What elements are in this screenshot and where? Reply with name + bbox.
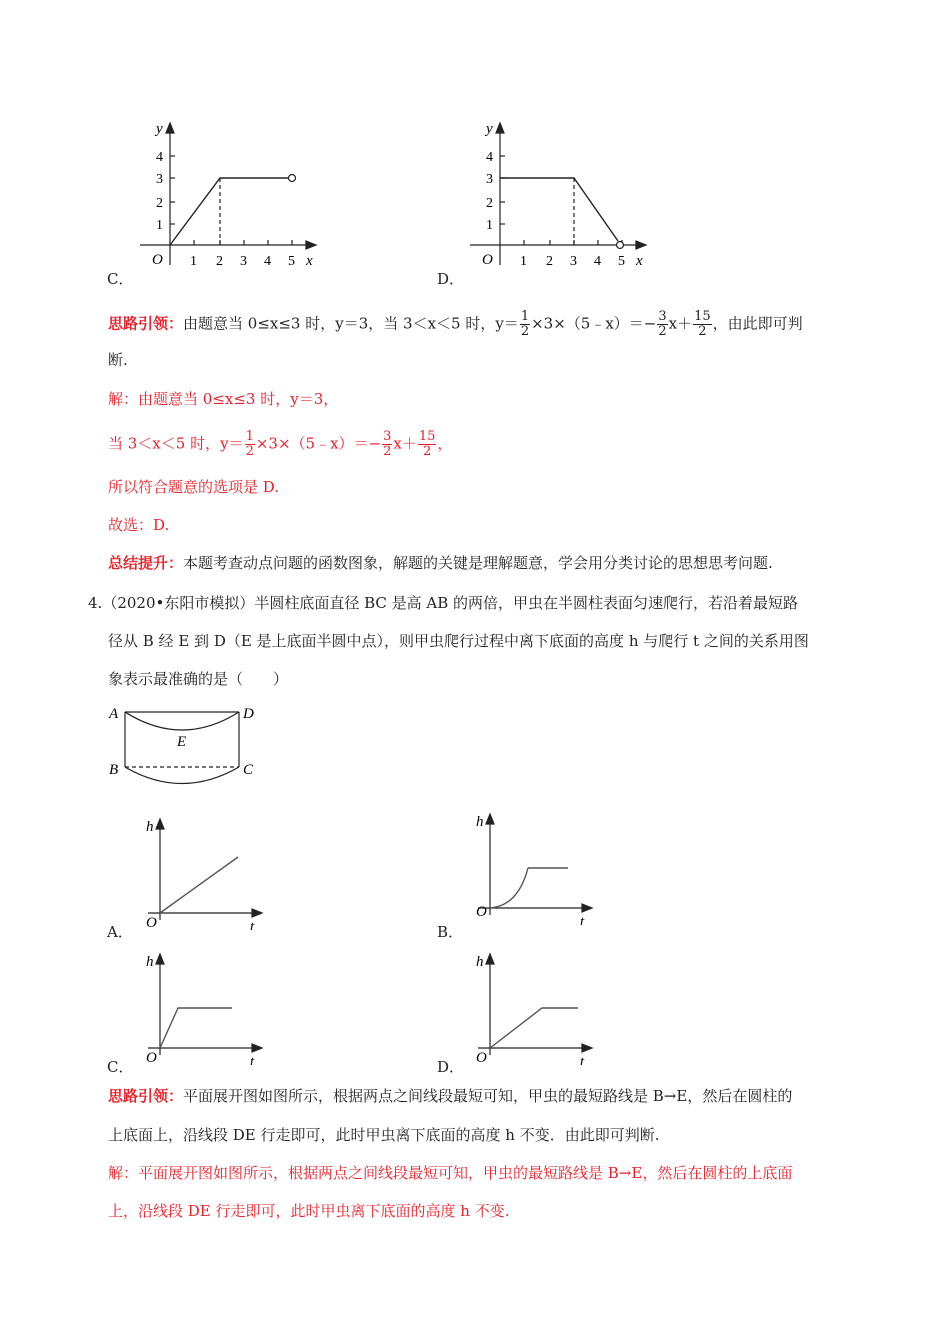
- fraction-half: $\frac{1}{2}$: [520, 309, 530, 339]
- summary-label: 总结提升：: [108, 554, 184, 572]
- cyl-label-d: D: [243, 706, 254, 722]
- q4-line1: [88, 592, 798, 614]
- q3-hint-line1: [108, 310, 803, 339]
- graph-c-ytick: 4: [156, 150, 163, 165]
- hint-label: 思路引领：: [108, 1087, 184, 1105]
- graph-d-xtick: 1: [520, 254, 527, 269]
- option-c-label: C．: [107, 270, 134, 288]
- q4-option-d-label: D．: [437, 1058, 465, 1076]
- origin-label: O: [476, 1050, 487, 1065]
- q4-line3: 象表示最准确的是（ ）: [108, 670, 289, 688]
- graph-q4-option-c: [140, 950, 270, 1065]
- fraction-fifteen-half: $\frac{15}{2}$: [694, 309, 711, 339]
- graph-q4-option-b: [470, 810, 600, 925]
- cyl-label-a: A: [109, 706, 119, 722]
- graph-c-origin: O: [152, 252, 163, 268]
- axis-t-label: t: [250, 919, 255, 930]
- graph-d-ytick: 2: [486, 196, 493, 211]
- graph-d-xtick: 2: [546, 254, 553, 269]
- axis-t-label: t: [580, 1054, 585, 1065]
- q3-solution-line3: 所以符合题意的选项是 D.: [108, 478, 280, 496]
- q3-hint-line2: 断.: [108, 351, 128, 369]
- cyl-label-e: E: [177, 734, 187, 750]
- graph-c-xtick: 2: [216, 254, 223, 269]
- axis-h-label: h: [476, 814, 484, 830]
- graph-d-y-axis-label: y: [486, 121, 493, 137]
- fraction-three-half: $\frac{3}{2}$: [658, 309, 667, 339]
- hint-label: 思路引领：: [108, 314, 184, 333]
- cyl-label-c: C: [243, 762, 254, 778]
- graph-option-d: [460, 115, 660, 275]
- origin-label: O: [146, 915, 157, 930]
- graph-d-xtick: 4: [594, 254, 601, 269]
- q4-option-c-label: C．: [107, 1058, 134, 1076]
- graph-c-xtick: 1: [190, 254, 197, 269]
- graph-q4-option-d: [470, 950, 600, 1065]
- graph-c-xtick: 3: [240, 254, 247, 269]
- graph-c-xtick: 5: [288, 254, 295, 269]
- graph-d-ytick: 4: [486, 150, 493, 165]
- origin-label: O: [476, 904, 487, 920]
- q4-hint-line1: [108, 1085, 792, 1107]
- q4-option-a-label: A．: [107, 923, 133, 941]
- axis-h-label: h: [476, 954, 484, 970]
- graph-option-c: [130, 115, 330, 275]
- graph-c-x-axis-label: x: [306, 253, 313, 269]
- q3-solution-line2: 当 3＜x＜5 时，y＝ $\frac{1}{2}$ ×3×（5﹣x）＝− $\frac{3}{2}$ x＋ $\frac{15}{2}$ ，: [108, 429, 453, 459]
- option-d-label: D．: [437, 270, 465, 288]
- q3-summary: [108, 552, 773, 574]
- question-number: 4.: [88, 594, 103, 612]
- cyl-label-b: B: [109, 762, 119, 778]
- origin-label: O: [146, 1050, 157, 1065]
- graph-c-y-axis-label: y: [156, 121, 163, 137]
- graph-d-x-axis-label: x: [636, 253, 643, 269]
- axis-h-label: h: [146, 954, 154, 970]
- graph-c-ytick: 2: [156, 196, 163, 211]
- graph-d-xtick: 5: [618, 254, 625, 269]
- axis-t-label: t: [250, 1054, 255, 1065]
- graph-q4-option-a: [140, 815, 270, 930]
- q3-solution-line4: 故选：D.: [108, 516, 170, 534]
- graph-d-xtick: 3: [570, 254, 577, 269]
- hint-text: 平面展开图如图所示，根据两点之间线段最短可知，甲虫的最短路线是 B→E，然后在圆柱的: [183, 1087, 793, 1105]
- graph-c-xtick: 4: [264, 254, 271, 269]
- q4-solution-line2: 上，沿线段 DE 行走即可，此时甲虫离下底面的高度 h 不变.: [108, 1202, 510, 1220]
- summary-text: 本题考查动点问题的函数图象，解题的关键是理解题意，学会用分类讨论的思想思考问题.: [183, 554, 773, 572]
- half-cylinder-figure: [105, 700, 265, 790]
- hint-text: ，由此即可判: [712, 314, 803, 333]
- question-text: （2020•东阳市模拟）半圆柱底面直径 BC 是高 AB 的两倍，甲虫在半圆柱表面匀速爬行，若沿着最短路: [102, 594, 799, 612]
- axis-t-label: t: [580, 914, 585, 925]
- q4-hint-line2: 上底面上，沿线段 DE 行走即可，此时甲虫离下底面的高度 h 不变．由此即可判断.: [108, 1126, 660, 1144]
- graph-d-ytick: 1: [486, 218, 493, 233]
- q4-solution-line1: 解：平面展开图如图所示，根据两点之间线段最短可知，甲虫的最短路线是 B→E，然后在圆柱的上底面: [108, 1164, 793, 1182]
- q4-option-b-label: B．: [437, 923, 464, 941]
- graph-c-ytick: 1: [156, 218, 163, 233]
- hint-text: x＋: [668, 314, 693, 333]
- graph-d-origin: O: [482, 252, 493, 268]
- q3-solution-line1: 解：由题意当 0≤x≤3 时，y＝3，: [108, 390, 339, 408]
- hint-text: 由题意当 0≤x≤3 时，y＝3，当 3＜x＜5 时，y＝: [183, 314, 519, 333]
- graph-c-ytick: 3: [156, 172, 163, 187]
- axis-h-label: h: [146, 819, 154, 835]
- graph-d-ytick: 3: [486, 172, 493, 187]
- q4-line2: 径从 B 经 E 到 D（E 是上底面半圆中点），则甲虫爬行过程中离下底面的高度 h 与爬行 t 之间的关系用图: [108, 632, 809, 650]
- hint-text: ×3×（5﹣x）＝−: [531, 314, 657, 333]
